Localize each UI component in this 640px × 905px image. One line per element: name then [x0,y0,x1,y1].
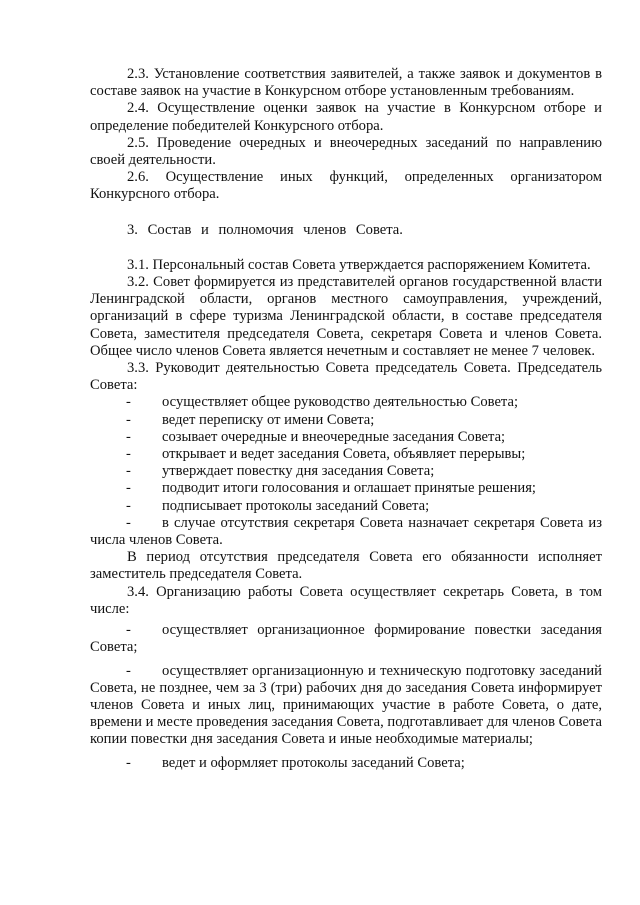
list-item-text: осуществляет организационное формирование повестки заседания Совета; [90,622,602,656]
clause-3-1: 3.1. Персональный состав Совета утверждается распоряжением Комитета. [127,256,591,273]
dash-marker: - [126,480,131,497]
list-item [90,412,602,429]
document-page [90,66,602,772]
list-item [90,446,602,463]
dash-marker: - [126,428,131,445]
dash-marker: - [126,446,131,463]
list-item-text: созывает очередные и внеочередные заседания Совета; [162,428,506,445]
list-item [90,480,602,497]
list-item [90,498,602,515]
spacer [90,204,602,222]
list-item-text: утверждает повестку дня заседания Совета; [162,463,435,480]
list-item-text: в случае отсутствия секретаря Совета назначает секретаря Совета из числа членов Совета. [90,514,602,549]
list-item-text: ведет переписку от имени Совета; [162,411,375,428]
list-item-text: осуществляет общее руководство деятельностью Совета; [162,394,519,411]
clause-2-5: 2.5. Проведение очередных и внеочередных заседаний по направлению своей деятельности. [90,134,602,169]
list-item [90,515,602,549]
dash-marker: - [126,411,131,428]
dash-marker: - [126,497,131,514]
dash-marker: - [126,394,131,411]
list-item [90,429,602,446]
clause-3-3: 3.3. Руководит деятельностью Совета председатель Совета. Председатель Совета: [90,360,602,394]
absence-paragraph: В период отсутствия председателя Совета его обязанности исполняет заместитель председателя Совета. [90,549,602,583]
clause-2-6: 2.6. Осуществление иных функций, определенных организатором Конкурсного отбора. [90,169,602,203]
list-item-text: открывает и ведет заседания Совета, объявляет перерывы; [162,446,526,463]
clause-3-2: 3.2. Совет формируется из представителей органов государственной власти Ленинградской области, органов местного самоуправления, учреждений, организаций в сфере туризма Ленинградской области, в составе председателя Совета, заместителя председателя Совета, секретаря Совета и членов Совета. Общее число членов Совета является нечетным и составляет не менее 7 человек. [90,274,602,359]
dash-marker: - [126,754,131,771]
list-item-text: подписывает протоколы заседаний Совета; [162,497,430,514]
section-3-heading: 3. Состав и полномочия членов Совета. [127,221,403,238]
list-item-text: подводит итоги голосования и оглашает принятые решения; [162,480,536,497]
dash-marker: - [126,622,131,639]
clause-2-4: 2.4. Осуществление оценки заявок на участие в Конкурсном отборе и определение победителей Конкурсного отбора. [90,100,602,134]
dash-marker: - [126,463,131,480]
list-item [90,394,602,411]
list-item [90,463,602,480]
list-item [90,755,602,772]
clause-3-4: 3.4. Организацию работы Совета осуществляет секретарь Совета, в том числе: [90,583,602,617]
dash-marker: - [126,514,131,531]
chairman-duties-list [90,394,602,549]
dash-marker: - [126,662,131,679]
list-item-text: ведет и оформляет протоколы заседаний Совета; [162,754,465,771]
list-item-text: осуществляет организационную и техническую подготовку заседаний Совета, не позднее, чем за 3 (три) рабочих дня до заседания Совета информирует членов Совета и иных лиц, принимающих участие в работе Совета, о дате, времени и месте проведения заседания Совета, подготавливает для членов Совета копии повестки дня заседания Совета и иные необходимые материалы; [90,662,602,748]
list-item [90,622,602,656]
list-item [90,663,602,749]
secretary-duties-list [90,622,602,772]
spacer [90,239,602,257]
clause-2-3: 2.3. Установление соответствия заявителей, а также заявок и документов в составе заявок на участие в Конкурсном отборе установленным требованиям. [90,66,602,100]
